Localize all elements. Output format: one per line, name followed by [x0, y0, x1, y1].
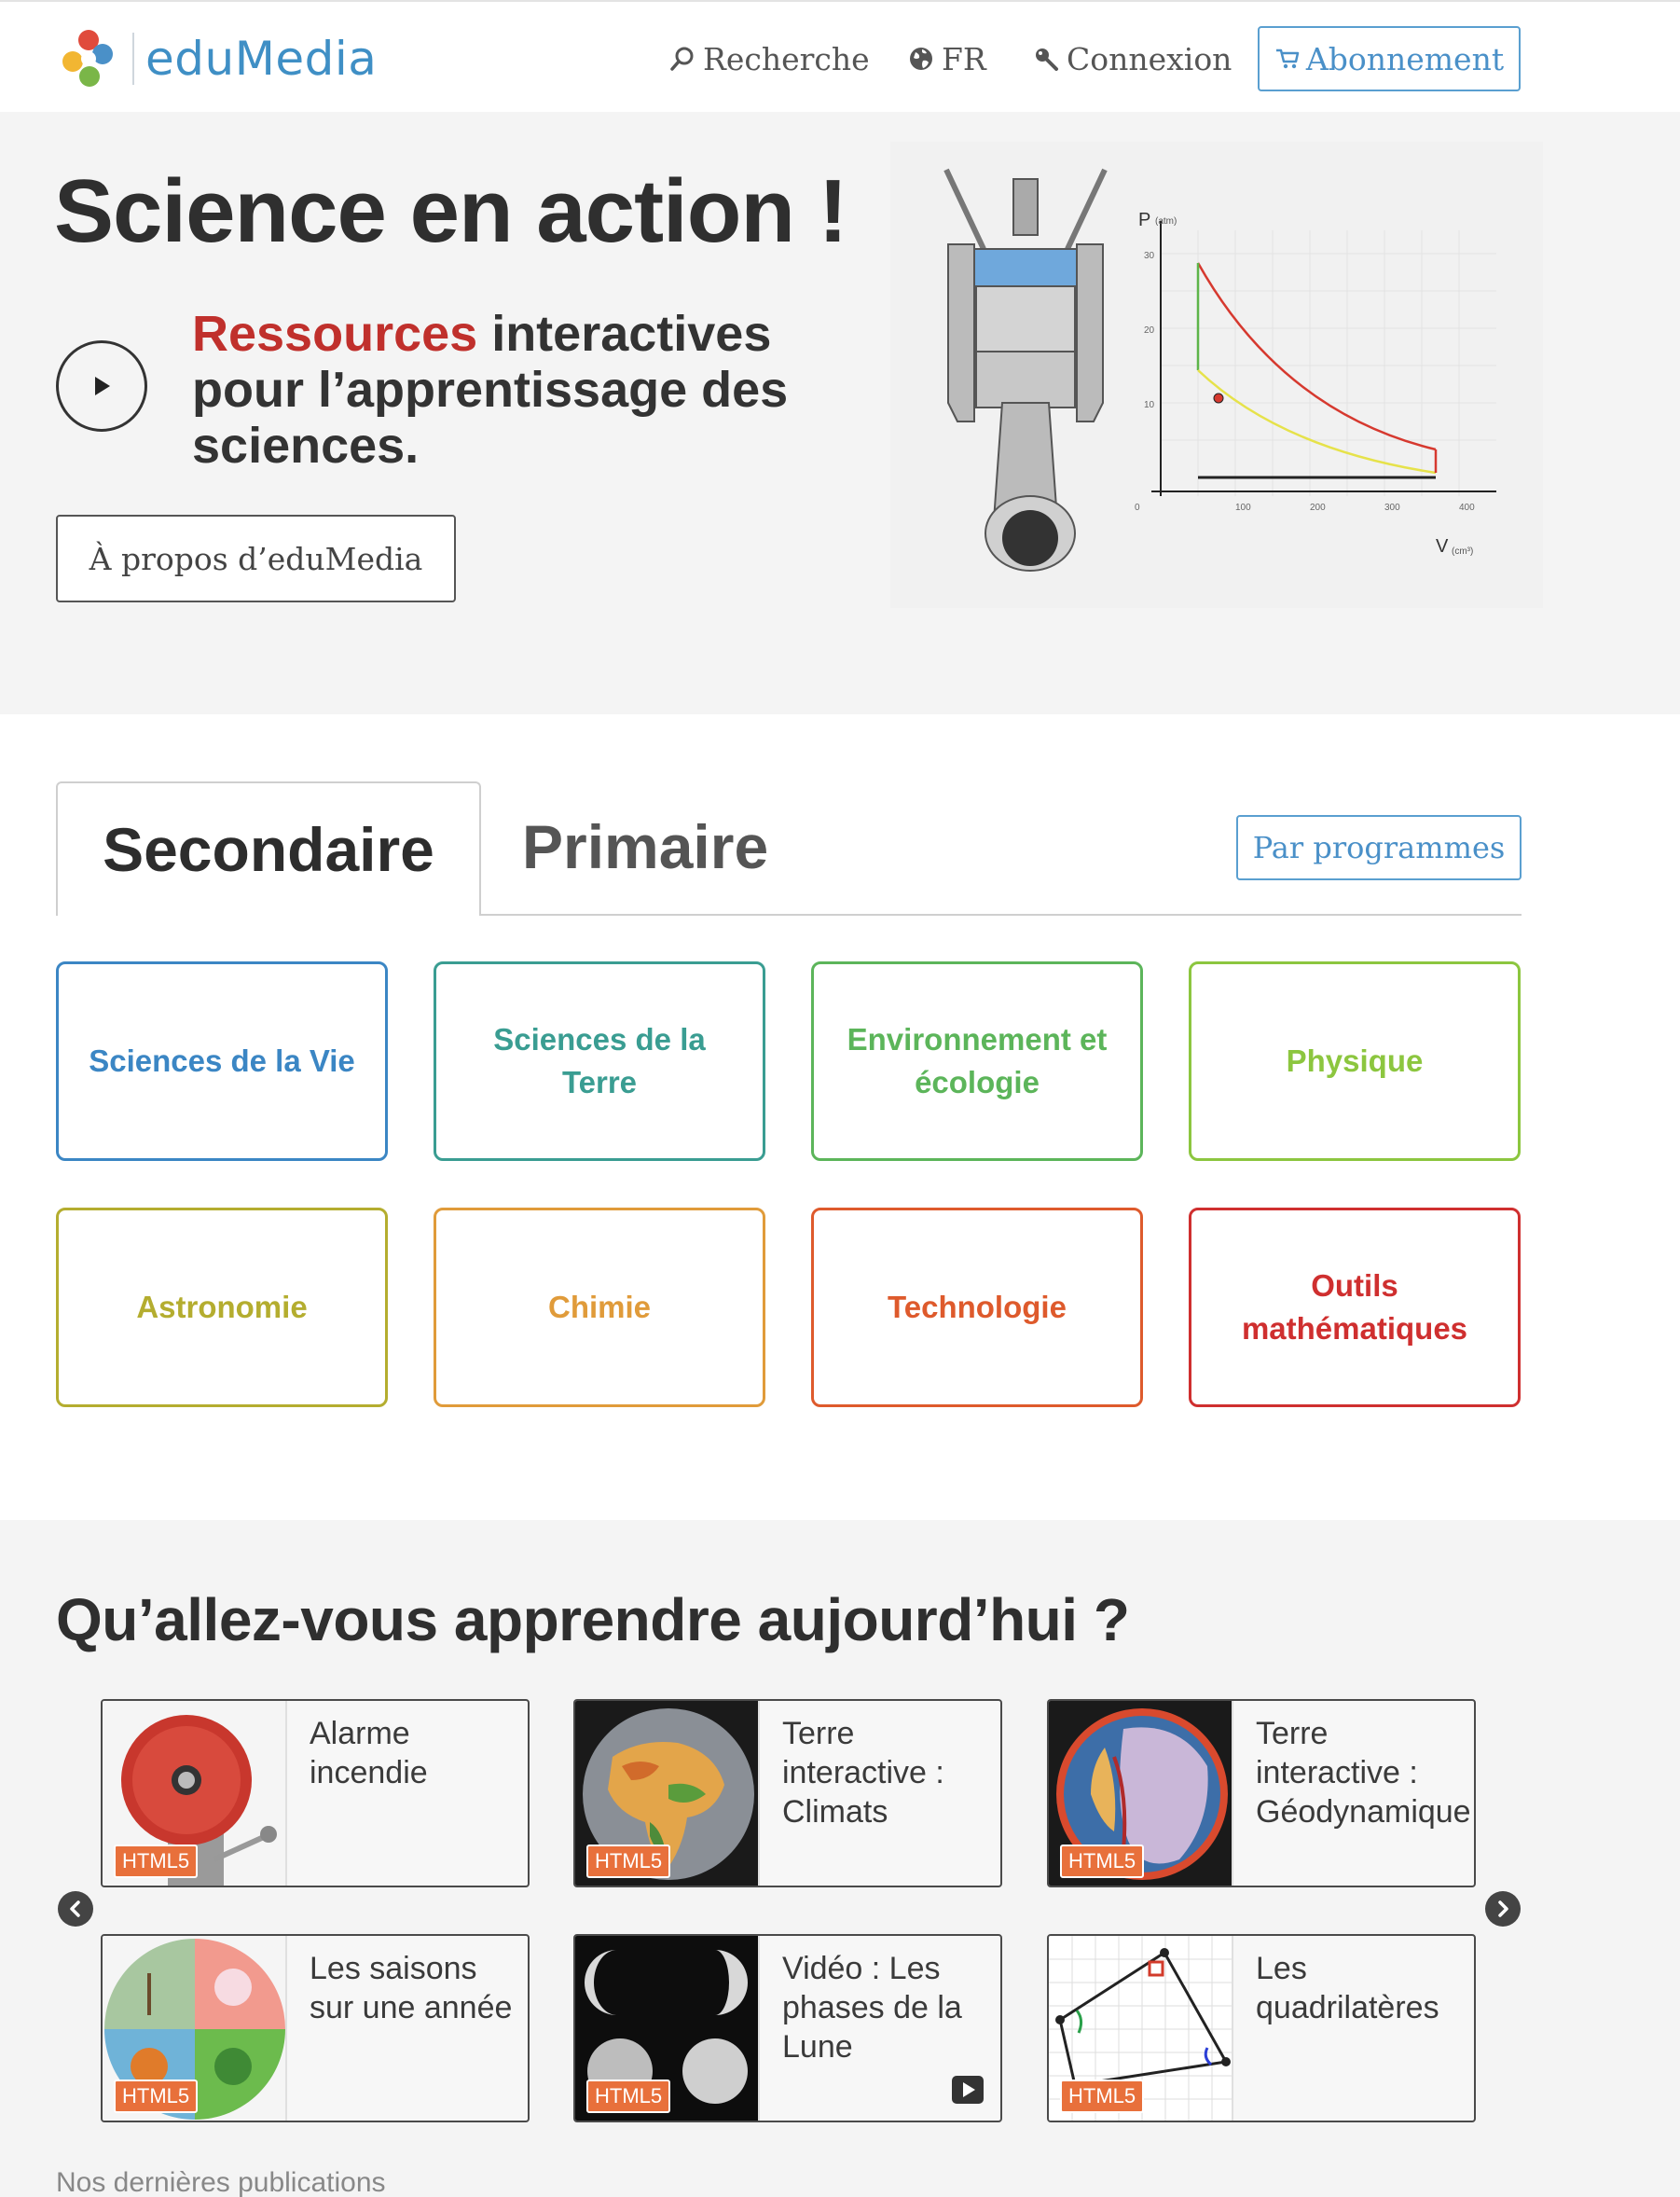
card-title: Terre interactive : Climats — [782, 1716, 944, 1830]
engine-piston-icon — [946, 170, 1105, 571]
hero-subtitle-accent: Ressources — [192, 306, 478, 362]
tab-primaire[interactable]: Primaire — [522, 812, 769, 881]
card-quadrilateres[interactable] — [1047, 1934, 1476, 2122]
chevron-left-icon — [66, 1900, 85, 1918]
html5-badge: HTML5 — [114, 1845, 198, 1878]
card-title: Les quadrilatères — [1256, 1951, 1439, 2025]
programmes-button[interactable]: Par programmes — [1236, 815, 1522, 880]
edumedia-logo-icon — [54, 24, 123, 93]
subscribe-label: Abonnement — [1305, 40, 1505, 77]
hero-title: Science en action ! — [54, 161, 847, 261]
pv-x-tick: 300 — [1384, 503, 1400, 513]
tab-divider — [481, 914, 1522, 916]
hero-section — [0, 112, 1680, 714]
pv-x-tick: 400 — [1459, 503, 1475, 513]
moon-phases-icon — [575, 1936, 760, 2122]
pv-chart — [1161, 230, 1496, 496]
tab-secondaire[interactable]: Secondaire — [56, 781, 481, 916]
logo[interactable] — [54, 24, 377, 93]
pv-p-label: P — [1138, 210, 1151, 230]
latest-publications-heading: Nos dernières publications — [56, 2167, 386, 2197]
nav-login[interactable] — [1033, 26, 1232, 91]
hero-subtitle — [192, 306, 863, 474]
engine-pv-illustration — [890, 142, 1543, 608]
nav-search-label: Recherche — [703, 40, 870, 77]
search-icon — [669, 46, 695, 72]
video-play-icon — [952, 2076, 984, 2104]
nav-language-label: FR — [942, 40, 986, 77]
html5-badge: HTML5 — [586, 1845, 670, 1878]
card-terre-geodynamique[interactable] — [1047, 1699, 1476, 1887]
quadrilateral-icon — [1049, 1936, 1233, 2122]
pv-v-label: V — [1436, 536, 1449, 557]
card-terre-climats[interactable] — [573, 1699, 1002, 1887]
html5-badge: HTML5 — [1060, 2080, 1144, 2113]
engine-pv-diagram — [890, 142, 1543, 608]
pv-y-tick: 30 — [1144, 251, 1155, 261]
pv-x-tick: 200 — [1310, 503, 1326, 513]
html5-badge: HTML5 — [114, 2080, 198, 2113]
earth-climates-icon — [575, 1701, 760, 1887]
learn-title: Qu’allez-vous apprendre aujourd’hui ? — [56, 1586, 1130, 1653]
pv-x-tick: 0 — [1135, 503, 1140, 513]
pv-p-unit: (atm) — [1155, 216, 1177, 227]
html5-badge: HTML5 — [1060, 1845, 1144, 1878]
subject-outils-mathematiques[interactable]: Outils mathématiques — [1189, 1208, 1521, 1407]
learn-section — [0, 1520, 1680, 2197]
hero-subtitle-rest: interactives pour l’apprentissage des sciences. — [192, 306, 789, 474]
earth-geodynamics-icon — [1049, 1701, 1233, 1887]
card-title: Vidéo : Les phases de la Lune — [782, 1951, 962, 2065]
carousel-next-button[interactable] — [1485, 1891, 1521, 1927]
subject-environnement-ecologie[interactable]: Environnement et écologie — [811, 961, 1143, 1161]
pv-y-tick: 10 — [1144, 400, 1155, 410]
subject-physique[interactable]: Physique — [1189, 961, 1521, 1161]
html5-badge: HTML5 — [586, 2080, 670, 2113]
card-saisons[interactable] — [101, 1934, 530, 2122]
pv-v-unit: (cm³) — [1452, 546, 1474, 557]
logo-divider — [132, 33, 134, 85]
play-icon — [90, 374, 114, 398]
cart-icon — [1274, 46, 1301, 72]
subject-sciences-de-la-terre[interactable]: Sciences de la Terre — [434, 961, 765, 1161]
card-title: Alarme incendie — [310, 1716, 428, 1790]
card-alarme-incendie[interactable] — [101, 1699, 530, 1887]
logo-text: eduMedia — [145, 32, 378, 86]
subject-astronomie[interactable]: Astronomie — [56, 1208, 388, 1407]
subscribe-button[interactable] — [1258, 26, 1521, 91]
key-icon — [1033, 46, 1059, 72]
about-button[interactable]: À propos d’eduMedia — [56, 515, 456, 602]
subject-sciences-de-la-vie[interactable]: Sciences de la Vie — [56, 961, 388, 1161]
subject-chimie[interactable]: Chimie — [434, 1208, 765, 1407]
card-title: Terre interactive : Géodynamique — [1256, 1716, 1471, 1830]
fire-alarm-bell-icon — [103, 1701, 287, 1887]
site-header — [0, 0, 1680, 112]
pv-y-tick: 20 — [1144, 325, 1155, 336]
card-title: Les saisons sur une année — [310, 1951, 513, 2025]
nav-language[interactable] — [908, 26, 986, 91]
four-seasons-trees-icon — [103, 1936, 287, 2122]
carousel-prev-button[interactable] — [58, 1891, 93, 1927]
subject-technologie[interactable]: Technologie — [811, 1208, 1143, 1407]
play-video-button[interactable] — [56, 340, 147, 432]
chevron-right-icon — [1494, 1900, 1512, 1918]
pv-x-tick: 100 — [1235, 503, 1251, 513]
nav-login-label: Connexion — [1067, 40, 1232, 77]
card-phases-lune[interactable] — [573, 1934, 1002, 2122]
globe-icon — [908, 46, 934, 72]
nav-search[interactable] — [669, 26, 870, 91]
